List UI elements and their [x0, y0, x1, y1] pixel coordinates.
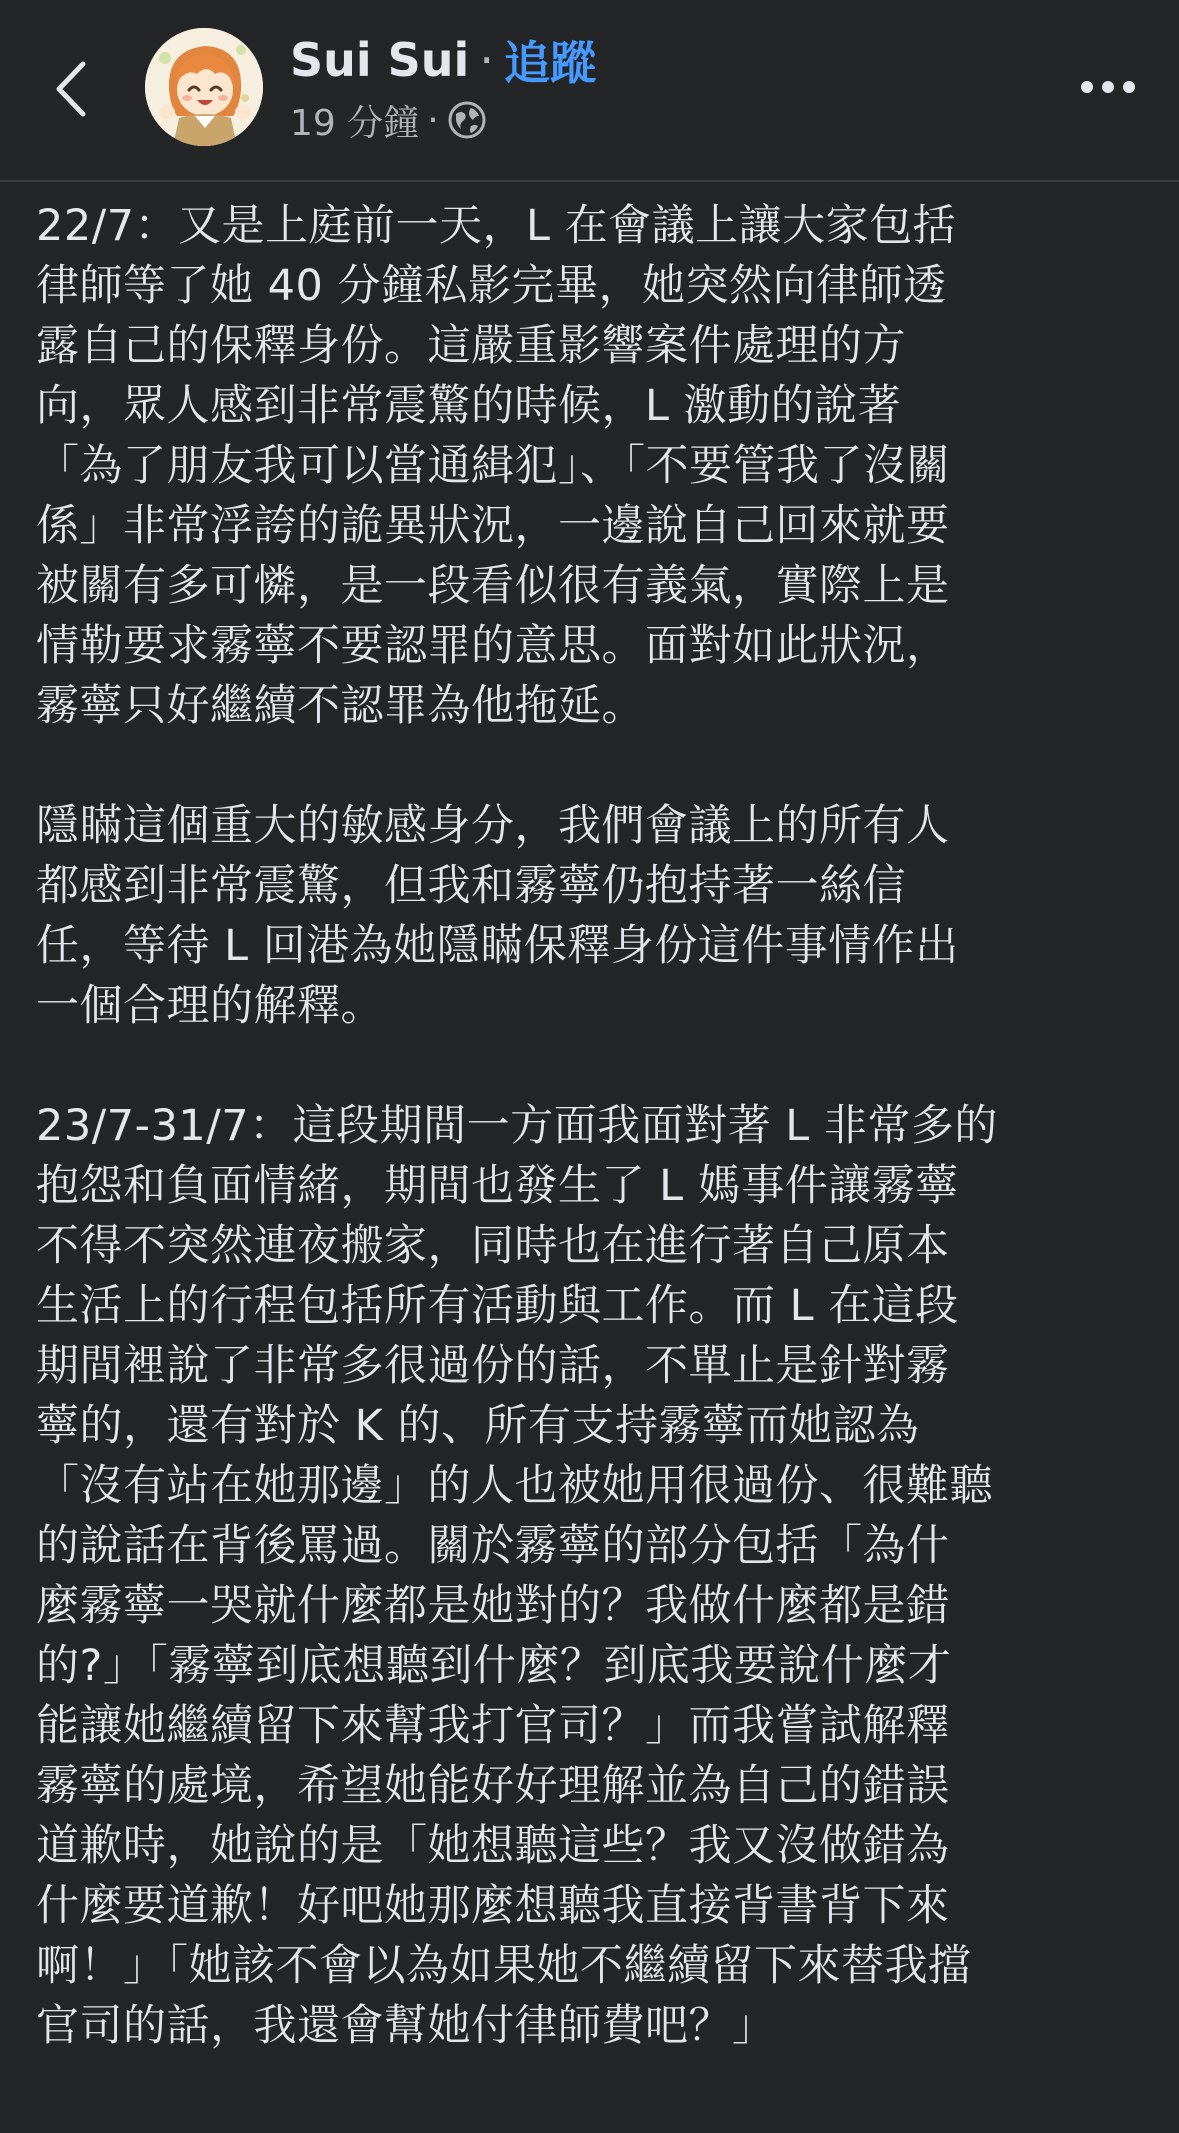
post-paragraph — [36, 196, 1146, 736]
text-line: 隱瞞這個重大的敏感身分，我們會議上的所有人 — [36, 801, 950, 851]
text-line: 什麼要道歉！好吧她那麼想聽我直接背書背下來 — [36, 1881, 950, 1931]
text-line: 薴的，還有對於 K 的、所有支持霧薴而她認為 — [36, 1401, 920, 1451]
post-paragraph — [36, 796, 1146, 1036]
post-paragraph — [36, 1096, 1146, 2056]
post-body — [36, 196, 1146, 2116]
back-button[interactable] — [40, 44, 100, 134]
text-line: 能讓她繼續留下來幫我打官司？」而我嘗試解釋 — [36, 1701, 950, 1751]
post-timestamp[interactable]: 19 分鐘 — [290, 102, 420, 144]
text-line: 期間裡說了非常多很過份的話，不單止是針對霧 — [36, 1341, 950, 1391]
text-line: 霧薴只好繼續不認罪為他拖延。 — [36, 681, 645, 731]
post-header — [0, 0, 1179, 182]
text-line: 「為了朋友我可以當通緝犯」、「不要管我了沒關 — [36, 441, 950, 491]
text-line: 道歉時，她說的是「她想聽這些？我又沒做錯為 — [36, 1821, 950, 1871]
text-line: 係」非常浮誇的詭異狀況，一邊說自己回來就要 — [36, 501, 950, 551]
text-line: 生活上的行程包括所有活動與工作。而 L 在這段 — [36, 1281, 959, 1331]
text-line: 的說話在背後罵過。關於霧薴的部分包括「為什 — [36, 1521, 950, 1571]
text-line: 都感到非常震驚，但我和霧薴仍抱持著一絲信 — [36, 861, 906, 911]
text-line: 23/7-31/7：這段期間一方面我面對著 L 非常多的 — [36, 1101, 998, 1151]
text-line: 情勒要求霧薴不要認罪的意思。面對如此狀況， — [36, 621, 950, 671]
chevron-left-icon — [53, 60, 87, 118]
text-line: 律師等了她 40 分鐘私影完畢，她突然向律師透 — [36, 261, 947, 311]
more-dots-icon — [1080, 80, 1136, 94]
text-line: 一個合理的解釋。 — [36, 981, 384, 1031]
avatar[interactable] — [145, 28, 263, 146]
text-line: 麼霧薴一哭就什麼都是她對的？我做什麼都是錯 — [36, 1581, 950, 1631]
text-line: 向，眾人感到非常震驚的時候，L 激動的說著 — [36, 381, 902, 431]
text-line: 霧薴的處境，希望她能好好理解並為自己的錯誤 — [36, 1761, 950, 1811]
author-name[interactable]: Sui Sui — [290, 33, 470, 87]
text-line: 任，等待 L 回港為她隱瞞保釋身份這件事情作出 — [36, 921, 959, 971]
text-line: 22/7：又是上庭前一天，L 在會議上讓大家包括 — [36, 201, 957, 251]
text-line: 不得不突然連夜搬家，同時也在進行著自己原本 — [36, 1221, 950, 1271]
text-line: 啊！」「她該不會以為如果她不繼續留下來替我擋 — [36, 1941, 972, 1991]
meta-separator: · — [427, 99, 439, 141]
follow-button[interactable]: 追蹤 — [503, 36, 596, 90]
text-line: 被關有多可憐，是一段看似很有義氣，實際上是 — [36, 561, 950, 611]
text-line: 的?」「霧薴到底想聽到什麼？到底我要說什麼才 — [36, 1641, 952, 1691]
post-meta — [290, 95, 487, 145]
more-options-button[interactable] — [1073, 62, 1143, 112]
name-separator: · — [479, 33, 494, 87]
text-line: 「沒有站在她那邊」的人也被她用很過份、很難聽 — [36, 1461, 993, 1511]
text-line: 官司的話，我還會幫她付律師費吧？」 — [36, 2001, 776, 2051]
author-row — [290, 28, 596, 92]
avatar-illustration — [145, 28, 263, 146]
globe-icon — [447, 100, 487, 140]
text-line: 露自己的保釋身份。這嚴重影響案件處理的方 — [36, 321, 906, 371]
text-line: 抱怨和負面情緒，期間也發生了 L 媽事件讓霧薴 — [36, 1161, 959, 1211]
